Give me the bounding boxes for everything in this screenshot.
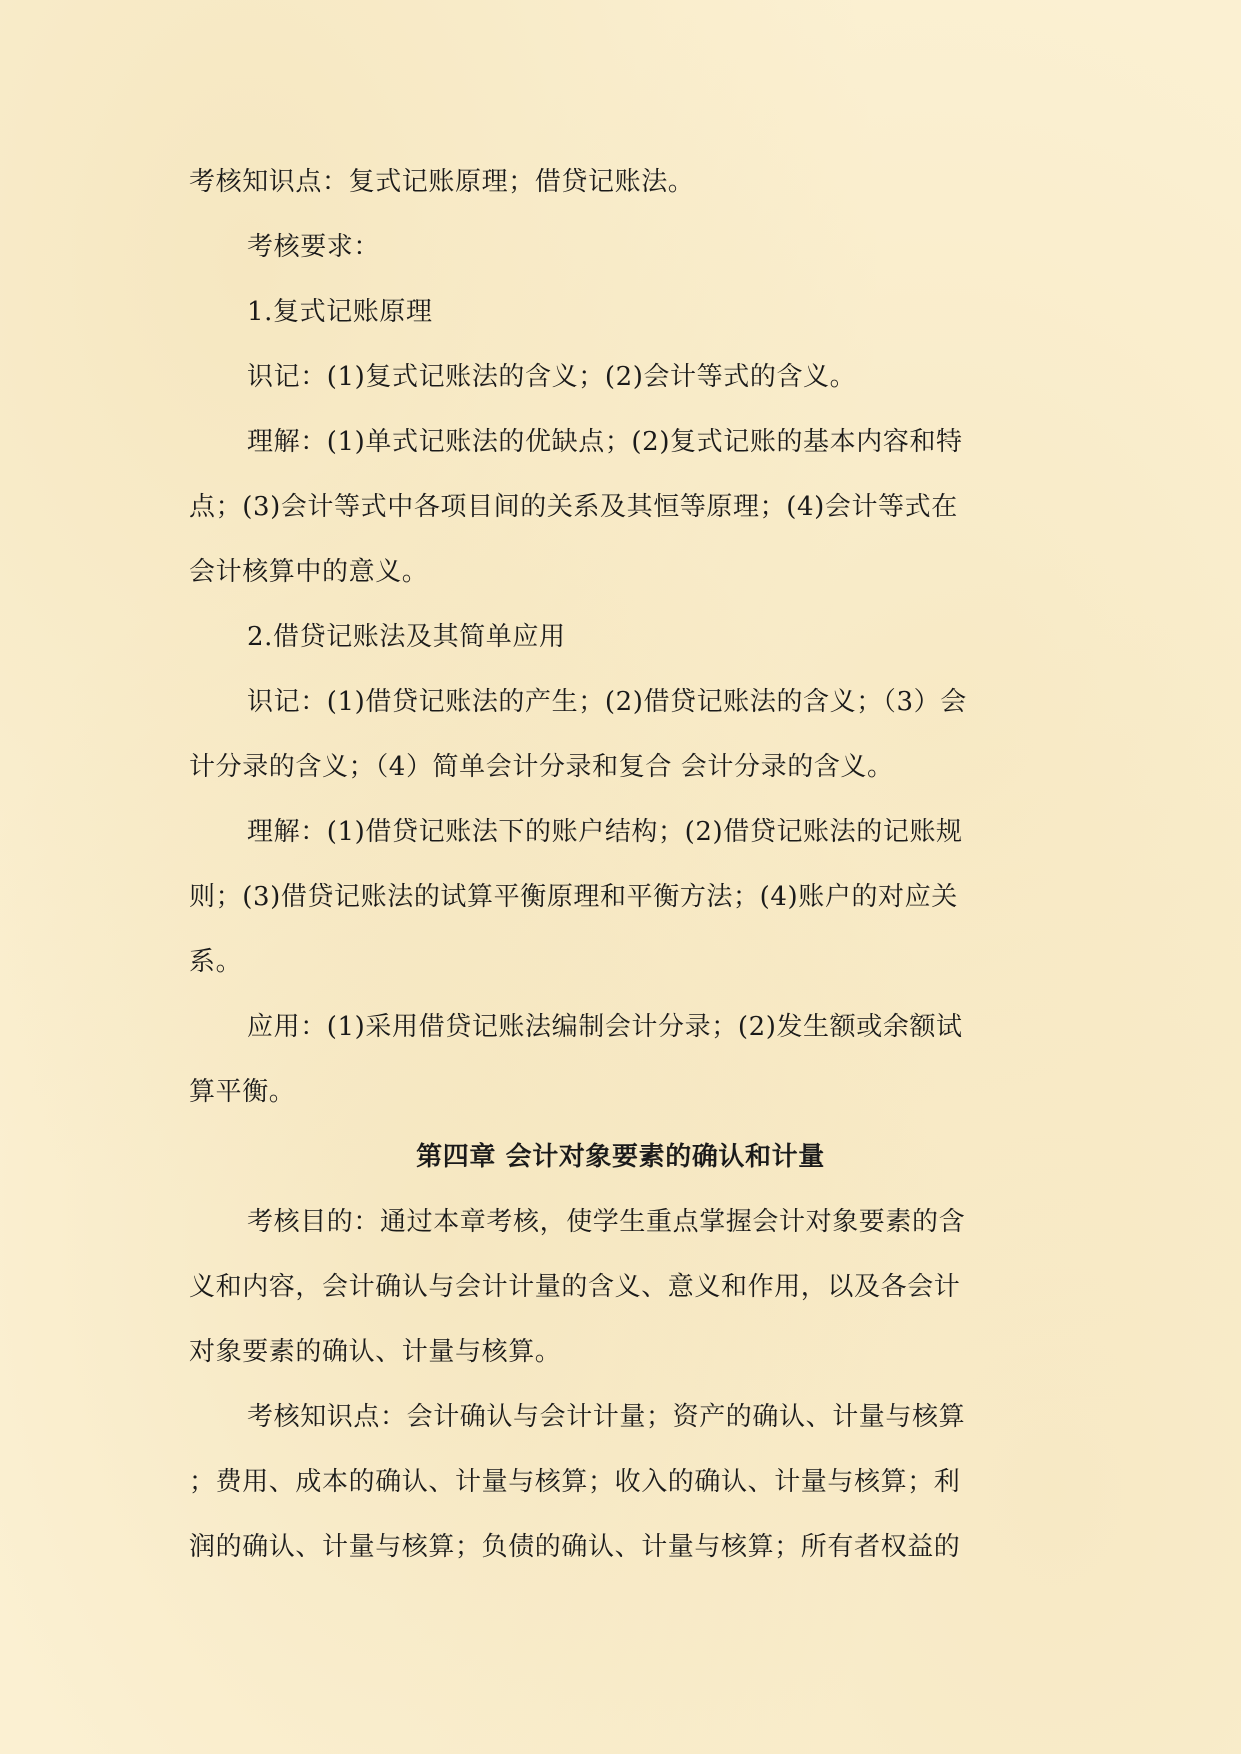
text-line: 应用：(1)采用借贷记账法编制会计分录；(2)发生额或余额试 [247,1012,963,1042]
text-line: 则；(3)借贷记账法的试算平衡原理和平衡方法；(4)账户的对应关 [189,882,958,912]
text-line: 识记：(1)复式记账法的含义；(2)会计等式的含义。 [247,362,857,392]
text-line: 理解：(1)借贷记账法下的账户结构；(2)借贷记账法的记账规 [247,817,963,847]
text-line: 义和内容，会计确认与会计计量的含义、意义和作用，以及各会计 [189,1272,961,1302]
text-line: 考核知识点：复式记账原理；借贷记账法。 [189,167,695,197]
text-line: 1.复式记账原理 [247,297,433,327]
text-line: ；费用、成本的确认、计量与核算；收入的确认、计量与核算；利 [189,1467,961,1497]
text-line: 算平衡。 [189,1077,296,1107]
text-line: 会计核算中的意义。 [189,557,429,587]
text-line: 考核要求： [247,232,381,262]
text-line: 2.借贷记账法及其简单应用 [247,622,566,652]
text-line: 理解：(1)单式记账法的优缺点；(2)复式记账的基本内容和特 [247,427,963,457]
chapter-heading: 第四章 会计对象要素的确认和计量 [416,1142,825,1172]
text-line: 考核目的：通过本章考核，使学生重点掌握会计对象要素的含 [247,1207,966,1237]
text-line: 识记：(1)借贷记账法的产生；(2)借贷记账法的含义；（3）会 [247,687,967,717]
text-line: 对象要素的确认、计量与核算。 [189,1337,562,1367]
text-line: 润的确认、计量与核算；负债的确认、计量与核算；所有者权益的 [189,1532,961,1562]
text-line: 考核知识点：会计确认与会计计量；资产的确认、计量与核算 [247,1402,966,1432]
text-line: 计分录的含义；（4）简单会计分录和复合 会计分录的含义。 [189,752,894,782]
text-line: 点；(3)会计等式中各项目间的关系及其恒等原理；(4)会计等式在 [189,492,958,522]
text-line: 系。 [189,947,243,977]
